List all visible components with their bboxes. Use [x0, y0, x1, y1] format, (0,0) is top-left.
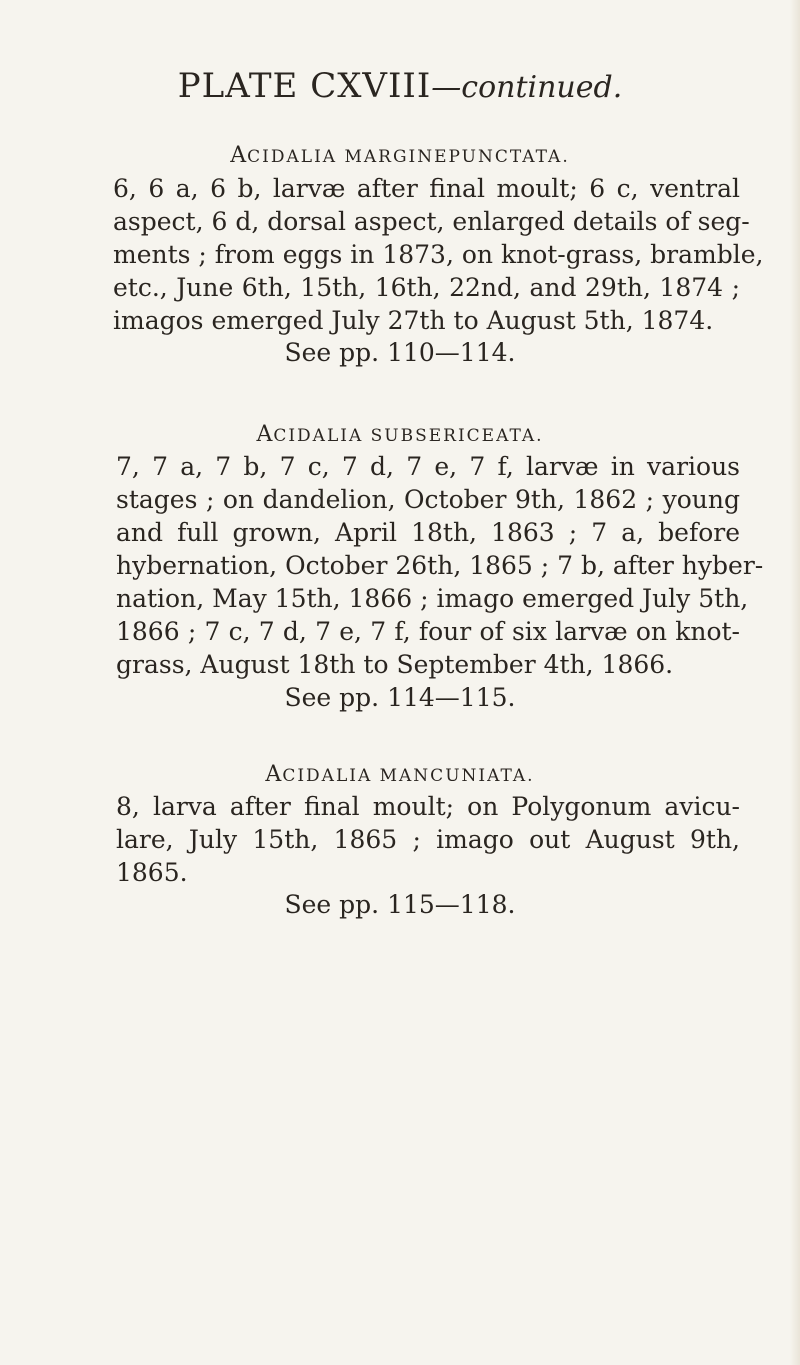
text-line: 8, larva after final moult; on Polygonum avicu- [116, 792, 740, 821]
plate-title-suffix: —continued. [431, 70, 623, 105]
text-line: and full grown, April 18th, 1863 ; 7 a, before [116, 518, 740, 547]
page-reference: See pp. 114—115. [284, 683, 516, 712]
section-heading-mancuniata [0, 762, 800, 787]
section-text-marginepunctata [113, 172, 764, 337]
heading-cap: A [256, 422, 274, 447]
plate-title-main: PLATE CXVIII [177, 66, 432, 106]
section-text-mancuniata [116, 790, 740, 889]
text-line: 7, 7 a, 7 b, 7 c, 7 d, 7 e, 7 f, larvæ in various [116, 452, 740, 481]
heading-cap: A [230, 143, 248, 168]
text-line: etc., June 6th, 15th, 16th, 22nd, and 29th, 1874 ; [113, 273, 740, 302]
heading-rest: CIDALIA MANCUNIATA. [282, 766, 535, 786]
text-line: imagos emerged July 27th to August 5th, 1874. [113, 306, 714, 335]
text-line: ments ; from eggs in 1873, on knot-grass, bramble, [113, 240, 764, 269]
text-line: aspect, 6 d, dorsal aspect, enlarged details of seg- [113, 207, 750, 236]
text-line: stages ; on dandelion, October 9th, 1862 ; young [116, 485, 740, 514]
text-line: nation, May 15th, 1866 ; imago emerged July 5th, [116, 584, 749, 613]
heading-rest: CIDALIA MARGINEPUNCTATA. [247, 147, 570, 167]
section-heading-subsericeata [0, 422, 800, 447]
heading-rest: CIDALIA SUBSERICEATA. [273, 426, 544, 446]
heading-cap: A [265, 762, 283, 787]
text-line: 1865. [116, 858, 188, 887]
section-heading-marginepunctata [0, 143, 800, 168]
page-reference: See pp. 110—114. [284, 338, 516, 367]
text-line: hybernation, October 26th, 1865 ; 7 b, after hyber- [116, 551, 764, 580]
text-line: 6, 6 a, 6 b, larvæ after final moult; 6 c, ventral [113, 174, 740, 203]
text-line: grass, August 18th to September 4th, 1866. [116, 650, 674, 679]
plate-title [0, 66, 800, 106]
text-line: 1866 ; 7 c, 7 d, 7 e, 7 f, four of six larvæ on knot- [116, 617, 740, 646]
text-line: lare, July 15th, 1865 ; imago out August 9th, [116, 825, 740, 854]
page-reference: See pp. 115—118. [284, 890, 516, 919]
section-text-subsericeata [116, 450, 764, 681]
